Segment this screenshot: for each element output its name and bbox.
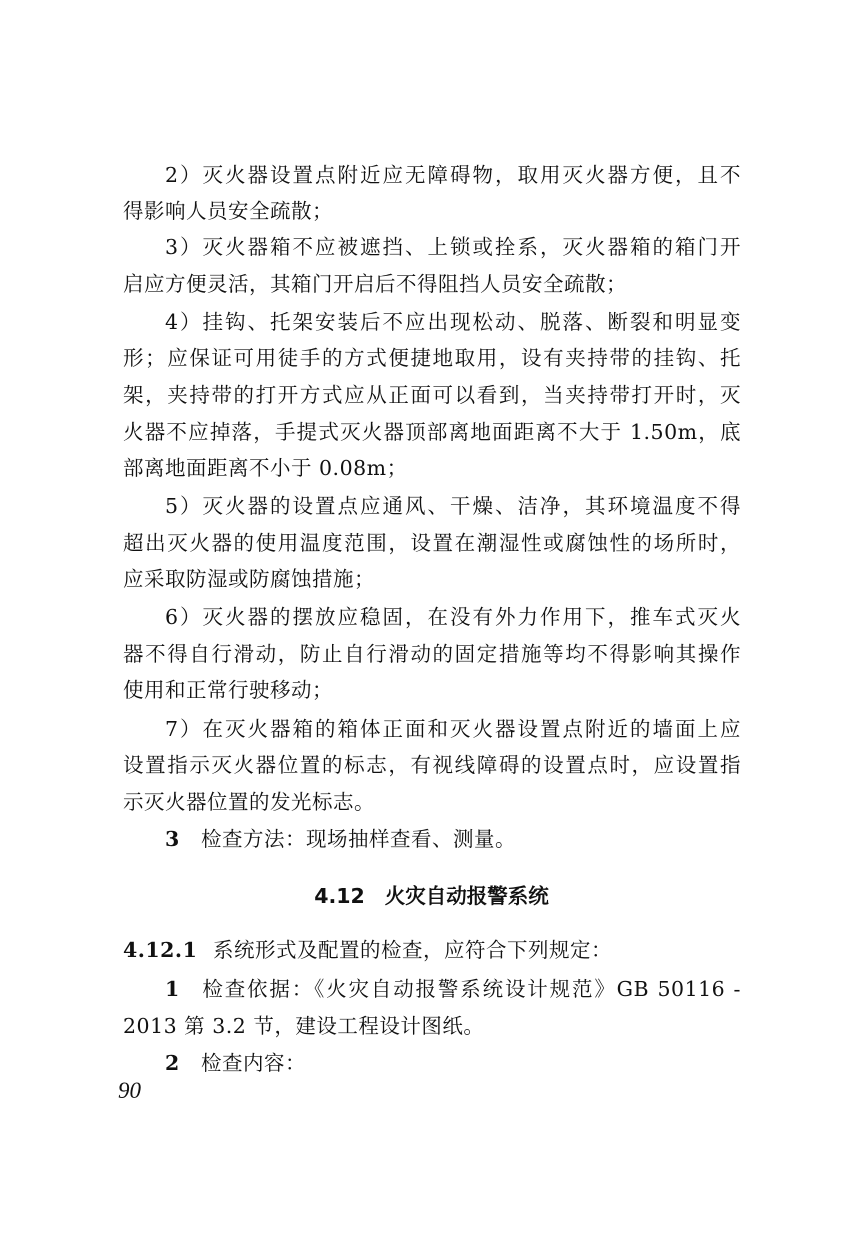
item-4-line-2: 形；应保证可用徒手的方式便捷地取用，设有夹持带的挂钩、托 <box>123 346 741 370</box>
item-4-line-1: 4）挂钩、托架安装后不应出现松动、脱落、断裂和明显变 <box>165 310 741 334</box>
basis-item-line-1 <box>165 971 741 1007</box>
item-2-line-1: 2）灭火器设置点附近应无障碍物，取用灭火器方便，且不 <box>165 163 741 187</box>
check-method-item <box>165 821 741 857</box>
check-method-text: 检查方法：现场抽样查看、测量。 <box>201 827 516 851</box>
section-number: 4.12 <box>314 884 365 908</box>
item-7-line-1: 7）在灭火器箱的箱体正面和灭火器设置点附近的墙面上应 <box>165 717 741 741</box>
section-heading <box>0 878 863 914</box>
item-4-line-4: 火器不应掉落，手提式灭火器顶部离地面距离不大于 1.50m，底 <box>123 420 741 444</box>
item-5-line-3: 应采取防湿或防腐蚀措施； <box>123 567 375 591</box>
content-item <box>165 1045 741 1081</box>
item-4-line-3: 架，夹持带的打开方式应从正面可以看到，当夹持带打开时，灭 <box>123 383 741 407</box>
clause-text: 系统形式及配置的检查，应符合下列规定： <box>213 938 612 962</box>
basis-item-line-2: 2013 第 3.2 节，建设工程设计图纸。 <box>123 1014 485 1038</box>
item-5-line-2: 超出灭火器的使用温度范围，设置在潮湿性或腐蚀性的场所时， <box>123 531 741 555</box>
section-title: 火灾自动报警系统 <box>384 884 549 908</box>
clause-number: 4.12.1 <box>123 938 198 962</box>
item-7-line-3: 示灭火器位置的发光标志。 <box>123 790 375 814</box>
page-number: 90 <box>118 1078 141 1103</box>
item-3-line-2: 启应方便灵活，其箱门开启后不得阻挡人员安全疏散； <box>123 272 627 296</box>
basis-number: 1 <box>165 977 180 1001</box>
item-3-line-1: 3）灭火器箱不应被遮挡、上锁或拴系，灭火器箱的箱门开 <box>165 235 741 259</box>
item-4-line-5: 部离地面距离不小于 0.08m； <box>123 456 408 480</box>
content-number: 2 <box>165 1051 180 1075</box>
item-6-line-1: 6）灭火器的摆放应稳固，在没有外力作用下，推车式灭火 <box>165 605 741 629</box>
basis-text-1: 检查依据：《火灾自动报警系统设计规范》GB 50116 - <box>201 977 741 1001</box>
item-6-line-3: 使用和正常行驶移动； <box>123 678 333 702</box>
clause-4-12-1 <box>123 932 741 968</box>
check-method-number: 3 <box>165 827 180 851</box>
content-text: 检查内容： <box>201 1051 306 1075</box>
item-2-line-2: 得影响人员安全疏散； <box>123 199 333 223</box>
item-5-line-1: 5）灭火器的设置点应通风、干燥、洁净，其环境温度不得 <box>165 494 741 518</box>
item-6-line-2: 器不得自行滑动，防止自行滑动的固定措施等均不得影响其操作 <box>123 642 741 666</box>
item-7-line-2: 设置指示灭火器位置的标志，有视线障碍的设置点时，应设置指 <box>123 753 741 777</box>
